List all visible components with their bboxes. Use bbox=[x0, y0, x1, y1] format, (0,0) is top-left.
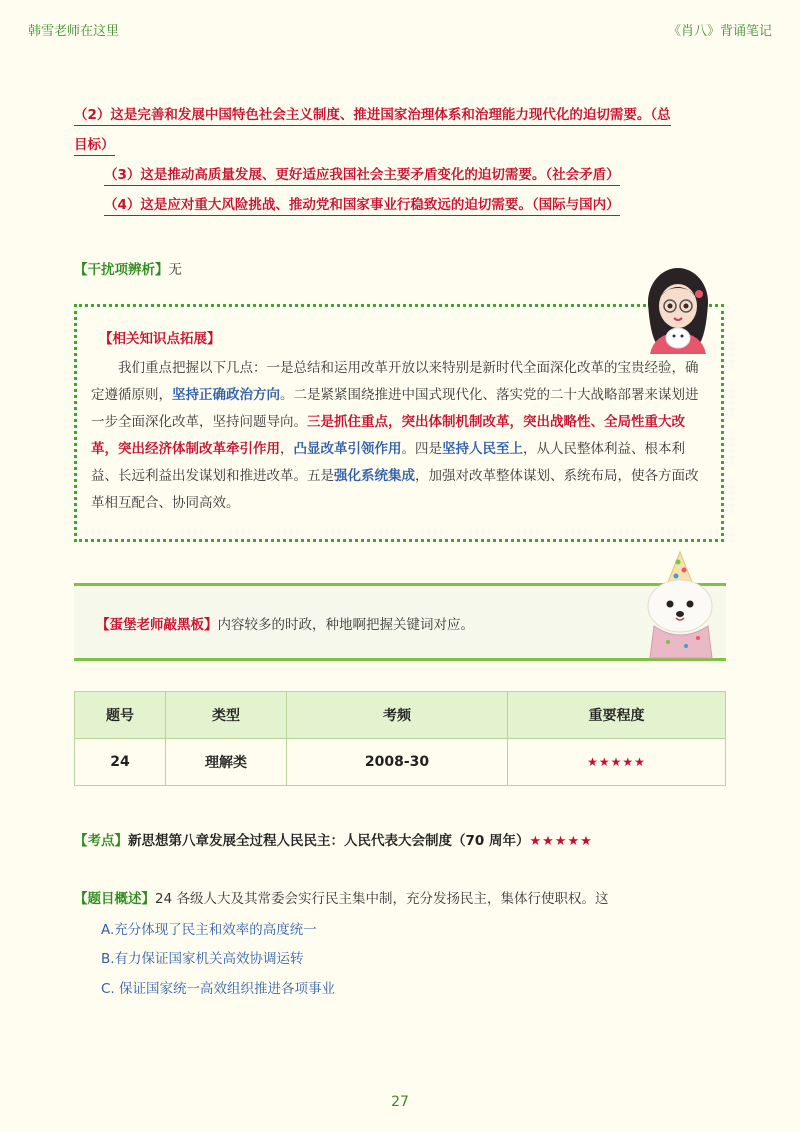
point-2-line2: 目标） bbox=[74, 134, 115, 156]
option-c: C. 保证国家统一高效组织推进各项事业 bbox=[101, 981, 336, 997]
question-overview bbox=[74, 887, 608, 907]
blackboard-panel bbox=[74, 583, 726, 661]
page-number: 27 bbox=[391, 1094, 409, 1110]
question-info-table bbox=[74, 691, 726, 786]
cell-importance bbox=[508, 739, 726, 786]
knowledge-title: 【相关知识点拓展】 bbox=[99, 331, 221, 347]
cell-type: 理解类 bbox=[166, 739, 287, 786]
dog-illustration bbox=[640, 548, 722, 664]
point-3: （3）这是推动高质量发展、更好适应我国社会主要矛盾变化的迫切需要。（社会矛盾） bbox=[104, 164, 620, 186]
option-b: B.有力保证国家机关高效协调运转 bbox=[101, 951, 304, 967]
exam-point bbox=[74, 829, 593, 849]
option-a: A.充分体现了民主和效率的高度统一 bbox=[101, 922, 317, 938]
cell-number: 24 bbox=[75, 739, 166, 786]
header-left: 韩雪老师在这里 bbox=[28, 24, 120, 39]
importance-stars: ★★★★★ bbox=[587, 755, 646, 769]
blackboard-tag: 【蛋堡老师敲黑板】 bbox=[96, 617, 218, 633]
exam-point-stars: ★★★★★ bbox=[529, 834, 593, 849]
header-right: 《肖八》背诵笔记 bbox=[667, 24, 772, 39]
point-4: （4）这是应对重大风险挑战、推动党和国家事业行稳致远的迫切需要。（国际与国内） bbox=[104, 194, 620, 216]
teacher-avatar-illustration bbox=[640, 262, 716, 354]
interference-tag: 【干扰项辨析】 bbox=[74, 262, 169, 278]
overview-tag: 【题目概述】 bbox=[74, 891, 155, 907]
blackboard-note bbox=[96, 613, 474, 633]
col-frequency: 考频 bbox=[287, 692, 508, 739]
knowledge-body: 我们重点把握以下几点：一是总结和运用改革开放以来特别是新时代全面深化改革的宝贵经验，确定遵循原则，坚持正确政治方向。二是紧紧围绕推进中国式现代化、落实党的二十大战略部署来谋划进一步全面深化改革，坚持问题导向。三是抓住重点，突出体制机制改革，突出战略性、全局性重大改革，突出经济体制改革牵引作用，凸显改革引领作用。四是坚持人民至上，从人民整体利益、根本利益、长远利益出发谋划和推进改革。五是强化系统集成，加强对改革整体谋划、系统布局，使各方面改革相互配合、协同高效。 bbox=[91, 360, 699, 511]
point-2-line1: （2）这是完善和发展中国特色社会主义制度、推进国家治理体系和治理能力现代化的迫切需要。（总 bbox=[74, 104, 671, 126]
overview-text: 24 各级人大及其常委会实行民主集中制，充分发扬民主，集体行使职权。这 bbox=[155, 891, 609, 907]
interference-analysis bbox=[74, 258, 182, 278]
blackboard-text: 内容较多的时政，种地啊把握关键词对应。 bbox=[217, 617, 474, 633]
knowledge-box bbox=[74, 304, 724, 542]
table-header-row bbox=[75, 692, 726, 739]
col-type: 类型 bbox=[166, 692, 287, 739]
table-row bbox=[75, 739, 726, 786]
interference-text: 无 bbox=[168, 262, 182, 278]
col-number: 题号 bbox=[75, 692, 166, 739]
col-importance: 重要程度 bbox=[508, 692, 726, 739]
cell-frequency: 2008-30 bbox=[287, 739, 508, 786]
exam-point-tag: 【考点】 bbox=[74, 833, 128, 849]
exam-point-text: 新思想第八章发展全过程人民民主：人民代表大会制度（70 周年） bbox=[128, 833, 530, 849]
